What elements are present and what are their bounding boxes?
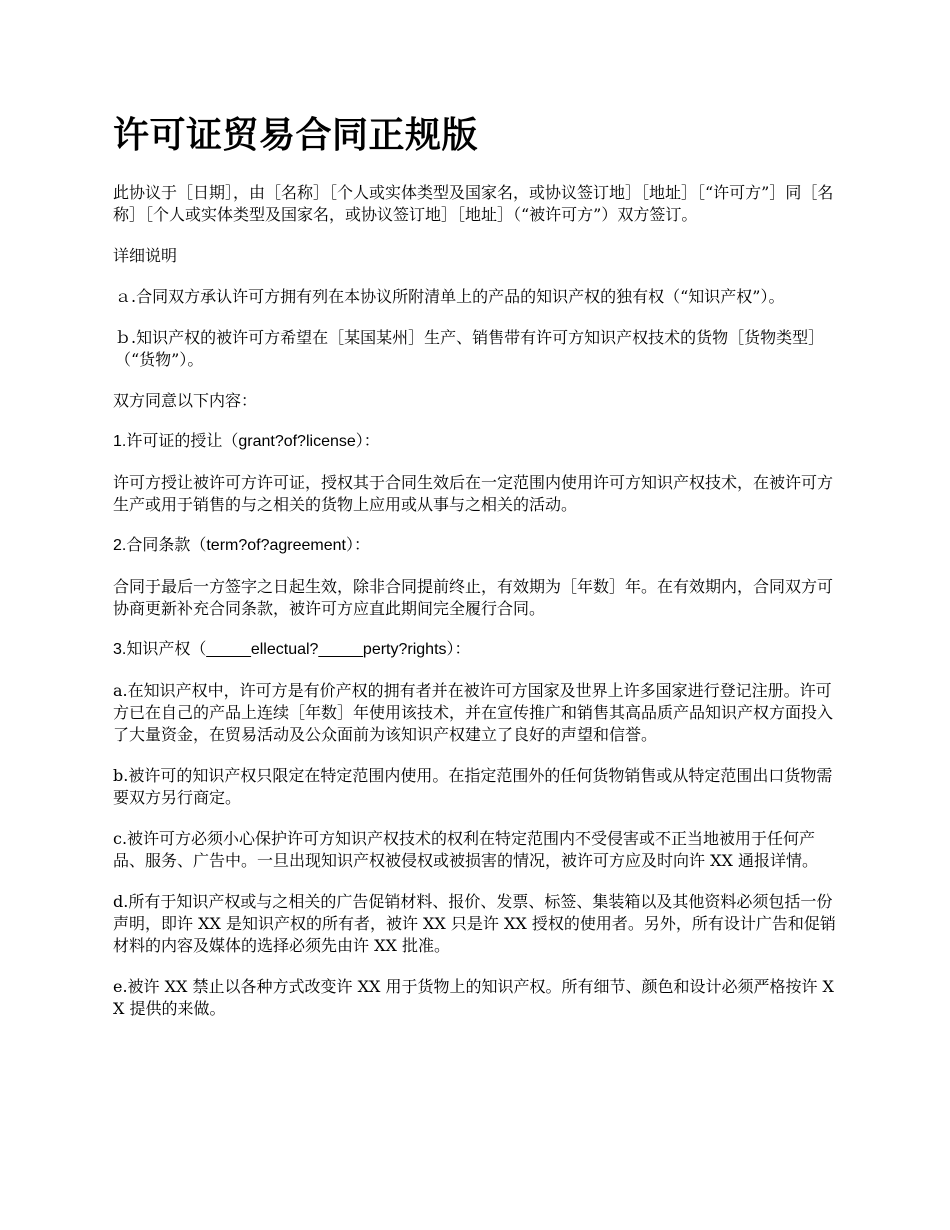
section-1-body: 许可方授让被许可方许可证，授权其于合同生效后在一定范围内使用许可方知识产权技术，在被许可方生产或用于销售的与之相关的货物上应用或从事与之相关的活动。 <box>113 473 834 514</box>
document-title: 许可证贸易合同正规版 <box>113 115 479 156</box>
section-2-heading: 2.合同条款（term?of?agreement）： <box>113 537 370 554</box>
section-3-clause-c: c.被许可方必须小心保护许可方知识产权技术的权利在特定范围内不受侵害或不正当地被用于任何产品、服务、广告中。一旦出现知识产权被侵权或被损害的情况，被许可方应及时向许 XX 通报详情。 <box>113 829 818 870</box>
agreement-heading: 双方同意以下内容： <box>113 391 258 410</box>
section-3-clause-d: d.所有于知识产权或与之相关的广告促销材料、报价、发票、标签、集装箱以及其他资料必须包括一份声明，即许 XX 是知识产权的所有者，被许 XX 只是许 XX 授权的使用者。另外，所有设计广告和促销材料的内容及媒体的选择必须先由许 XX 批准。 <box>113 892 836 955</box>
recital-item-b: ｂ.知识产权的被许可方希望在［某国某州］生产、销售带有许可方知识产权技术的货物［货物类型］（“货物”）。 <box>115 328 825 369</box>
details-heading: 详细说明 <box>113 246 178 265</box>
document-page <box>113 112 843 1039</box>
section-3-heading: 3.知识产权（_____ellectual?_____perty?rights）： <box>113 641 471 658</box>
section-3-clause-b: b.被许可的知识产权只限定在特定范围内使用。在指定范围外的任何货物销售或从特定范围出口货物需要双方另行商定。 <box>113 766 833 807</box>
section-3-clause-e: e.被许 XX 禁止以各种方式改变许 XX 用于货物上的知识产权。所有细节、颜色和设计必须严格按许 XX 提供的来做。 <box>113 977 834 1018</box>
section-3-clause-a: a.在知识产权中，许可方是有价产权的拥有者并在被许可方国家及世界上许多国家进行登记注册。许可方已在自己的产品上连续［年数］年使用该技术，并在宣传推广和销售其高品质产品知识产权方面投入了大量资金，在贸易活动及公众面前为该知识产权建立了良好的声望和信誉。 <box>113 681 834 744</box>
section-2-body: 合同于最后一方签字之日起生效，除非合同提前终止，有效期为［年数］年。在有效期内，合同双方可协商更新补充合同条款，被许可方应直此期间完全履行合同。 <box>113 577 834 618</box>
recital-item-a: ａ.合同双方承认许可方拥有列在本协议所附清单上的产品的知识产权的独有权（“知识产权”）。 <box>115 287 785 306</box>
section-1-heading: 1.许可证的授让（grant?of?license）： <box>113 433 380 450</box>
intro-paragraph: 此协议于［日期］，由［名称］［个人或实体类型及国家名，或协议签订地］［地址］［“许可方”］同［名称］［个人或实体类型及国家名，或协议签订地］［地址］（“被许可方”）双方签订。 <box>113 183 834 224</box>
